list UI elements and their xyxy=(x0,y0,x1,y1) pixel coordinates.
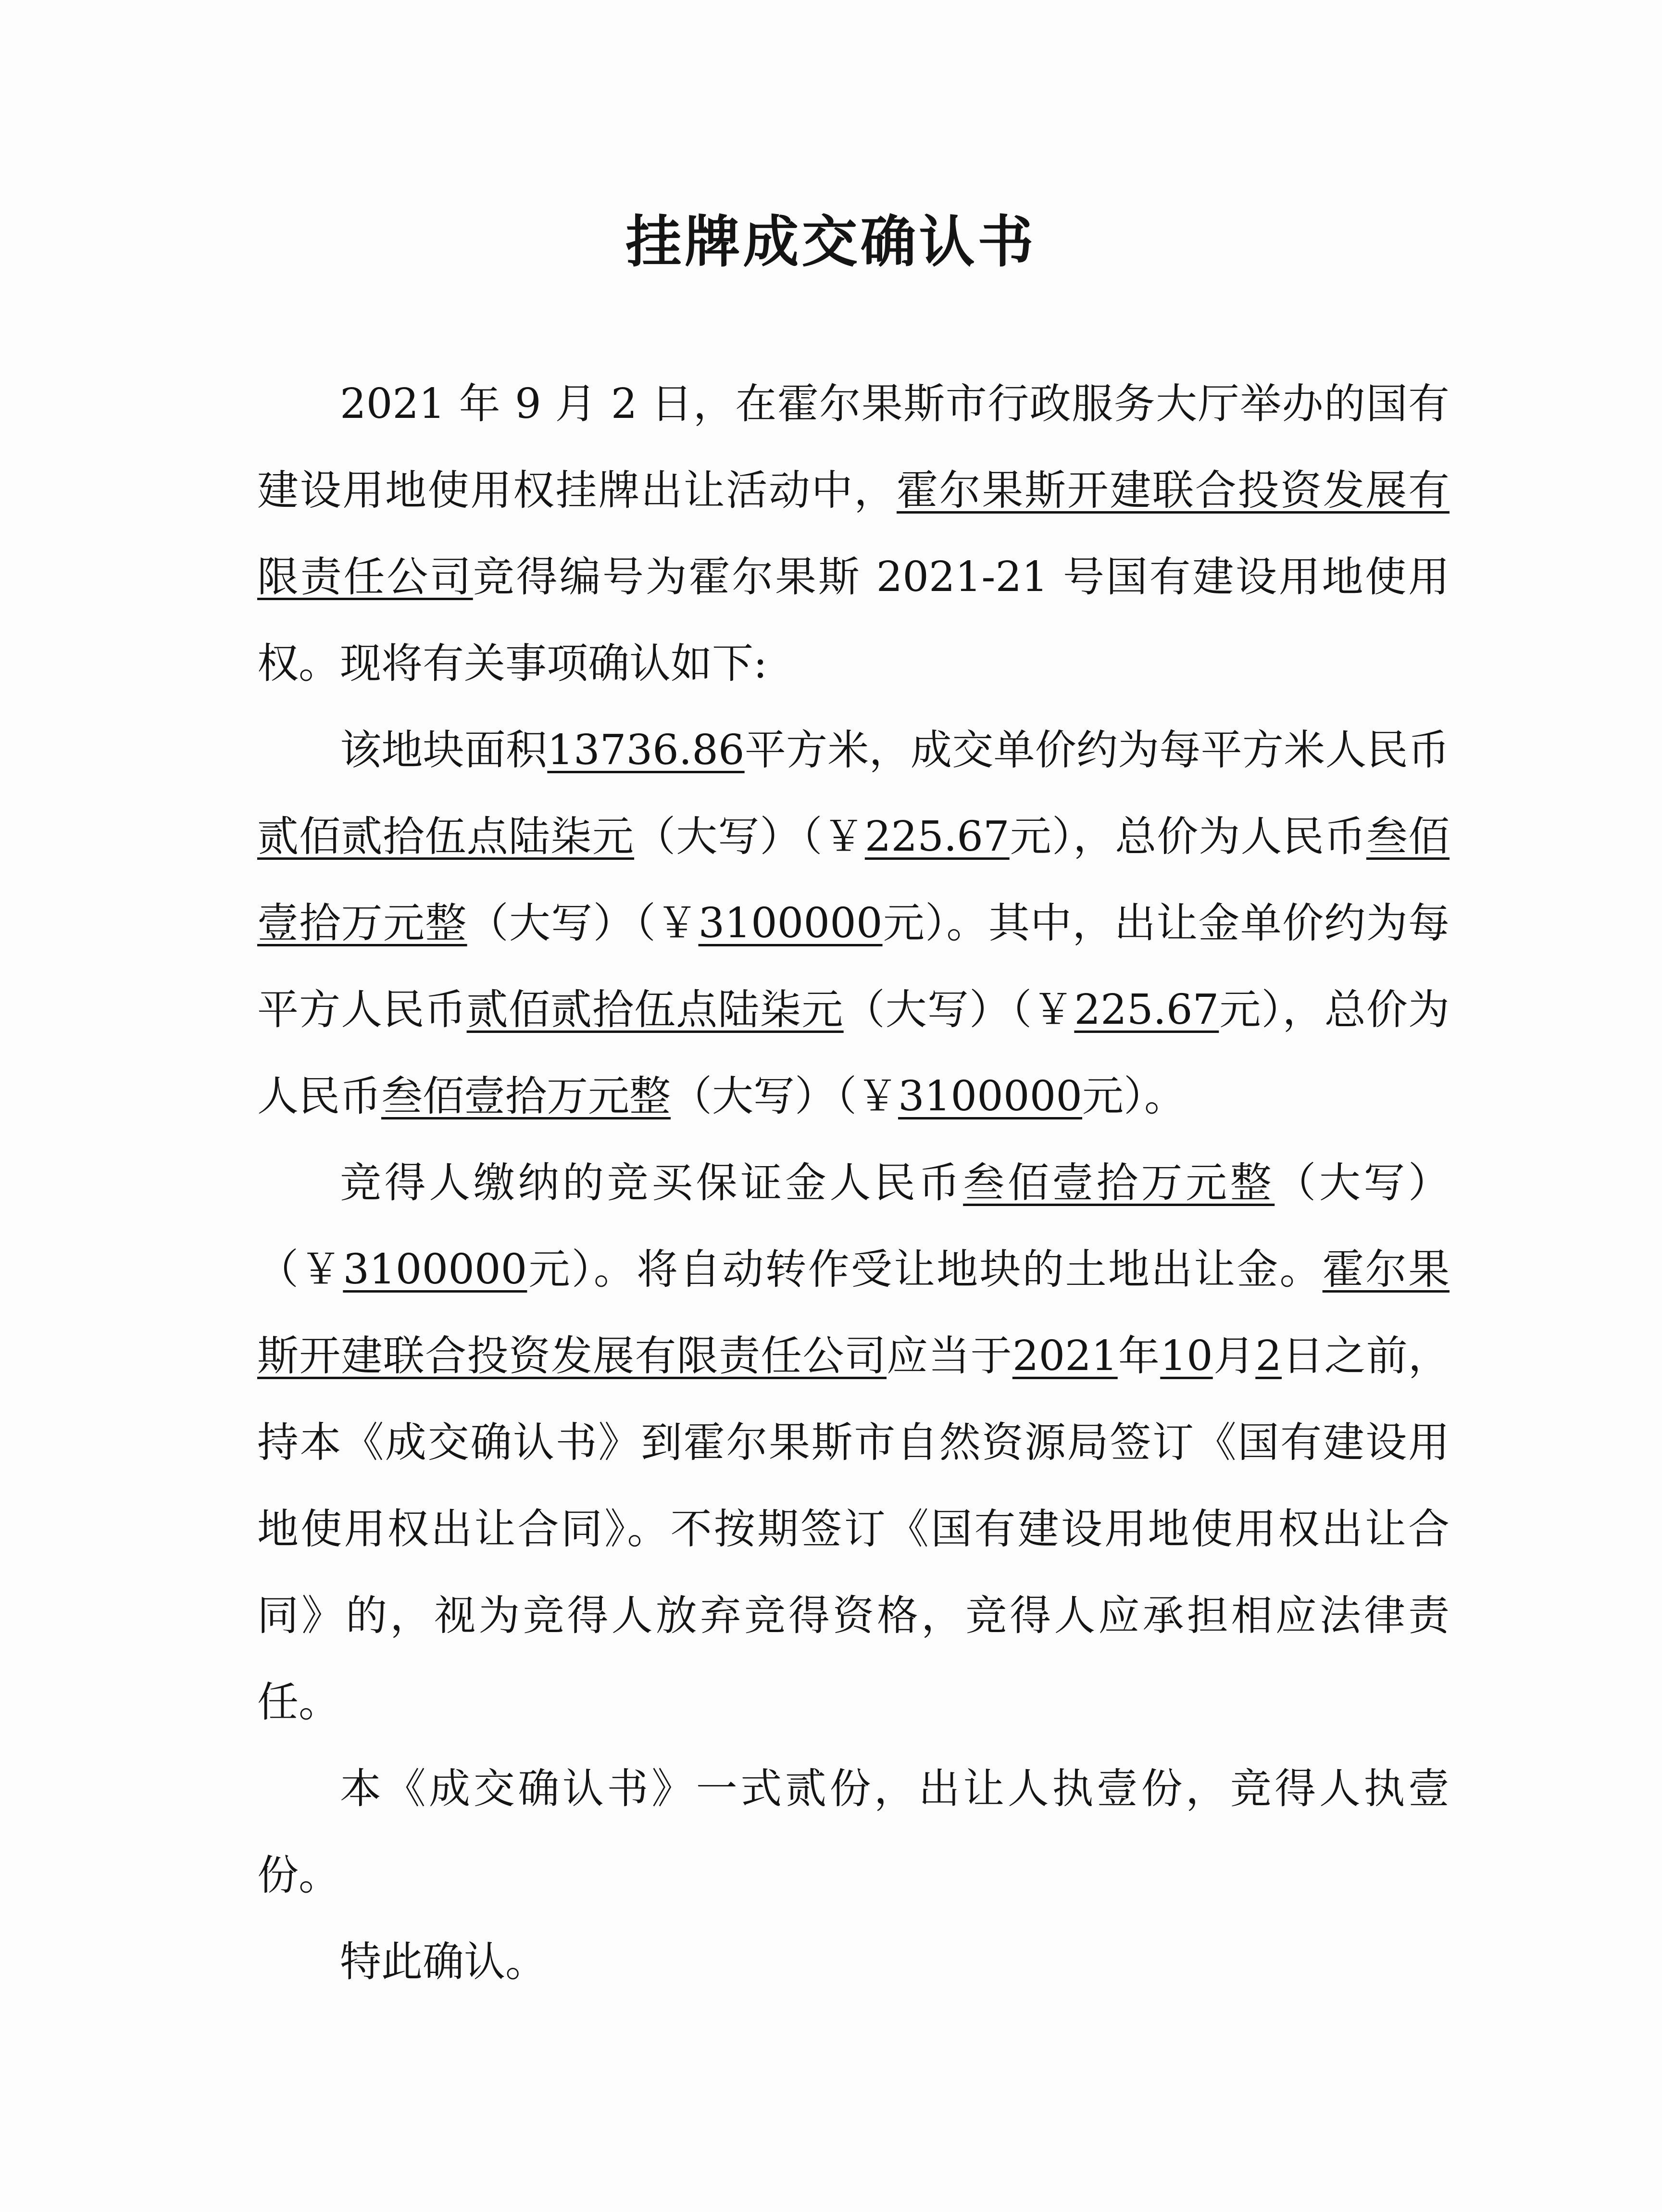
paragraph-text: 2021 年 9 月 2 日，在霍尔果斯市行政服务大厅举办的国有建设用地使用权挂牌出让活动中， xyxy=(257,380,1450,515)
paragraph-text: 应当于 xyxy=(887,1332,1012,1380)
paragraph-text: （大写）（￥ xyxy=(843,986,1075,1034)
paragraph-2 xyxy=(257,707,1450,1140)
underlined-fill-text: 3100000 xyxy=(698,899,883,947)
paragraph-5 xyxy=(257,1919,1450,2005)
underlined-fill-text: 225.67 xyxy=(864,813,1010,861)
paragraph-text: 元），总价为人民币 xyxy=(1009,813,1366,861)
underlined-fill-text: 2021 xyxy=(1012,1332,1118,1380)
underlined-fill-text: 贰佰贰拾伍点陆柒元 xyxy=(257,813,635,861)
paragraph-text: 竞得编号为霍尔果斯 2021-21 号国有建设用地使用权。现将有关事项确认如下: xyxy=(257,553,1450,688)
underlined-fill-text: 2 xyxy=(1255,1332,1282,1380)
underlined-fill-text: 贰佰贰拾伍点陆柒元 xyxy=(466,986,844,1034)
underlined-fill-text: 13736.86 xyxy=(547,726,745,774)
paragraph-text: 竞得人缴纳的竞买保证金人民币 xyxy=(340,1159,963,1207)
paragraph-text: （大写）（￥ xyxy=(467,899,699,947)
underlined-fill-text: 225.67 xyxy=(1074,986,1219,1034)
paragraph-text: 元）。 xyxy=(1082,1072,1186,1120)
paragraph-text: 元）。将自动转作受让地块的土地出让金。 xyxy=(527,1245,1323,1294)
paragraph-text: 该地块面积 xyxy=(340,726,548,774)
underlined-fill-text: 叁佰壹拾万元整 xyxy=(257,813,1450,947)
underlined-fill-text: 霍尔果斯开建联合投资发展有限责任公司 xyxy=(257,466,1450,601)
paragraph-4 xyxy=(257,1746,1450,1919)
paragraph-text: （大写）（￥ xyxy=(634,813,865,861)
underlined-fill-text: 3100000 xyxy=(898,1072,1083,1120)
document-body xyxy=(257,361,1450,2005)
paragraph-text: 平方米，成交单价约为每平方米人民币 xyxy=(744,726,1450,774)
paragraph-text: 月 xyxy=(1212,1332,1256,1380)
paragraph-text: （大写）（￥ xyxy=(671,1072,898,1120)
underlined-fill-text: 叁佰壹拾万元整 xyxy=(963,1159,1275,1207)
paragraph-text: 年 xyxy=(1117,1332,1161,1380)
paragraph-text: 元）。其中，出让金单价约为每平方人民币 xyxy=(257,899,1450,1034)
paragraph-text: 日之前，持本《成交确认书》到霍尔果斯市自然资源局签订《国有建设用地使用权出让合同》。不按期签订《国有建设用地使用权出让合同》的，视为竞得人放弃竞得资格，竞得人应承担相应法律责任。 xyxy=(257,1332,1450,1726)
document-title: 挂牌成交确认书 xyxy=(625,209,1037,275)
paragraph-1 xyxy=(257,361,1450,707)
paragraph-text: （大写）（￥ xyxy=(257,1159,1450,1294)
underlined-fill-text: 3100000 xyxy=(343,1245,527,1294)
paragraph-text: 元），总价为人民币 xyxy=(257,986,1450,1120)
paragraph-text: 特此确认。 xyxy=(340,1938,547,1986)
paragraph-3 xyxy=(257,1140,1450,1746)
underlined-fill-text: 叁佰壹拾万元整 xyxy=(381,1072,671,1120)
paragraph-text: 本《成交确认书》一式贰份，出让人执壹份，竞得人执壹份。 xyxy=(257,1765,1450,1899)
underlined-fill-text: 10 xyxy=(1160,1332,1213,1380)
underlined-fill-text: 霍尔果斯开建联合投资发展有限责任公司 xyxy=(257,1245,1450,1380)
